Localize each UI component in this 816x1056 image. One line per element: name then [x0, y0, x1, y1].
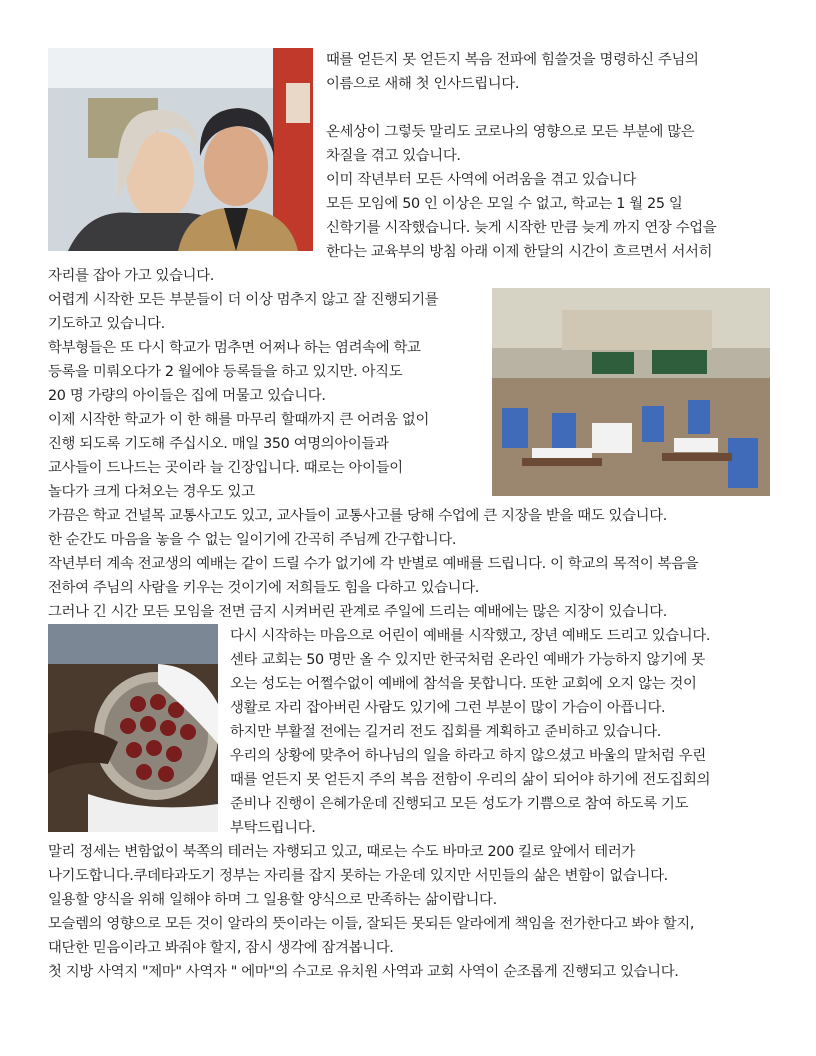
text-line-26: 오는 성도는 어쩔수없이 예배에 참석을 못합니다. 또한 교회에 오지 않는 것이 [230, 676, 697, 692]
text-line-23: 그러나 긴 시간 모든 모임을 전면 금지 시켜버린 관계로 주일에 드리는 예배에는 많은 지장이 있습니다. [48, 604, 667, 620]
text-line-18: 놀다가 크게 다쳐오는 경우도 있고 [48, 484, 255, 500]
text-line-9: 자리를 잡아 가고 있습니다. [48, 268, 214, 284]
text-line-15: 이제 시작한 학교가 이 한 해를 마무리 할때까지 큰 어려움 없이 [48, 412, 430, 428]
text-line-13: 등록을 미뤄오다가 2 월에야 등록들을 하고 있지만. 아직도 [48, 364, 403, 380]
text-line-6: 모든 모임에 50 인 이상은 모일 수 없고, 학교는 1 월 25 일 [326, 196, 683, 212]
text-line-25: 센타 교회는 50 명만 올 수 있지만 한국처럼 온라인 예배가 가능하지 않기에 못 [230, 652, 705, 668]
text-line-22: 전하여 주님의 사람을 키우는 것이기에 저희들도 힘을 다하고 있습니다. [48, 580, 480, 596]
text-line-24: 다시 시작하는 마음으로 어린이 예배를 시작했고, 장년 예배도 드리고 있습니다. [230, 628, 711, 644]
text-line-20: 한 순간도 마음을 놓을 수 없는 일이기에 간곡히 주님께 간구합니다. [48, 532, 457, 548]
text-line-3: 온세상이 그렇듯 말리도 코로나의 영향으로 모든 부분에 많은 [326, 124, 695, 140]
text-line-36: 모슬렘의 영향으로 모든 것이 알라의 뜻이라는 이들, 잘되든 못되든 알라에게 책임을 전가한다고 봐야 할지, [48, 916, 695, 932]
text-line-21: 작년부터 계속 전교생의 예배는 같이 드릴 수가 없기에 각 반별로 예배를 드립니다. 이 학교의 목적이 복음을 [48, 556, 699, 572]
text-line-14: 20 명 가량의 아이들은 집에 머물고 있습니다. [48, 388, 326, 404]
text-line-17: 교사들이 드나드는 곳이라 늘 긴장입니다. 때로는 아이들이 [48, 460, 403, 476]
text-line-34: 나기도합니다.쿠데타과도기 정부는 자리를 잡지 못하는 가운데 있지만 서민들의 삶은 변함이 없습니다. [48, 868, 668, 884]
text-line-28: 하지만 부활절 전에는 길거리 전도 집회를 계획하고 준비하고 있습니다. [230, 724, 662, 740]
text-line-38: 첫 지방 사역지 "제마" 사역자 " 에마"의 수고로 유치원 사역과 교회 사역이 순조롭게 진행되고 있습니다. [48, 964, 679, 980]
text-line-16: 진행 되도록 기도해 주십시오. 매일 350 여명의아이들과 [48, 436, 389, 452]
text-line-8: 한다는 교육부의 방침 아래 이제 한달의 시간이 흐르면서 서서히 [326, 244, 713, 260]
text-line-31: 준비나 진행이 은혜가운데 진행되고 모든 성도가 기쁨으로 참여 하도록 기도 [230, 796, 689, 812]
text-line-4: 차질을 겪고 있습니다. [326, 148, 461, 164]
text-line-19: 가끔은 학교 건널목 교통사고도 있고, 교사들이 교통사고를 당해 수업에 큰 지장을 받을 때도 있습니다. [48, 508, 667, 524]
communion-tray-photo [48, 624, 218, 832]
text-line-10: 어렵게 시작한 모든 부분들이 더 이상 멈추지 않고 잘 진행되기를 [48, 292, 439, 308]
text-line-37: 대단한 믿음이라고 봐줘야 할지, 잠시 생각에 잠겨봅니다. [48, 940, 394, 956]
text-line-7: 신학기를 시작했습니다. 늦게 시작한 만큼 늦게 까지 연장 수업을 [326, 220, 717, 236]
text-line-2: 이름으로 새해 첫 인사드립니다. [326, 76, 520, 92]
text-line-1: 때를 얻든지 못 얻든지 복음 전파에 힘쓸것을 명령하신 주님의 [326, 52, 699, 68]
text-line-35: 일용할 양식을 위해 일해야 하며 그 일용할 양식으로 만족하는 삶이랍니다. [48, 892, 497, 908]
text-line-5: 이미 작년부터 모든 사역에 어려움을 겪고 있습니다 [326, 172, 636, 188]
text-line-27: 생활로 자리 잡아버린 사람도 있기에 그런 부분이 많이 가슴이 아픕니다. [230, 700, 666, 716]
text-line-29: 우리의 상황에 맞추어 하나님의 일을 하라고 하지 않으셨고 바울의 말처럼 우린 [230, 748, 706, 764]
text-line-12: 학부형들은 또 다시 학교가 멈추면 어쩌나 하는 염려속에 학교 [48, 340, 421, 356]
text-line-11: 기도하고 있습니다. [48, 316, 165, 332]
classroom-photo [492, 288, 770, 496]
couple-photo [48, 48, 313, 251]
text-line-33: 말리 정세는 변함없이 북쪽의 테러는 자행되고 있고, 때로는 수도 바마코 200 킬로 앞에서 테러가 [48, 844, 635, 860]
text-line-30: 때를 얻든지 못 얻든지 주의 복음 전함이 우리의 삶이 되어야 하기에 전도집회의 [230, 772, 711, 788]
text-line-32: 부탁드립니다. [230, 820, 316, 836]
